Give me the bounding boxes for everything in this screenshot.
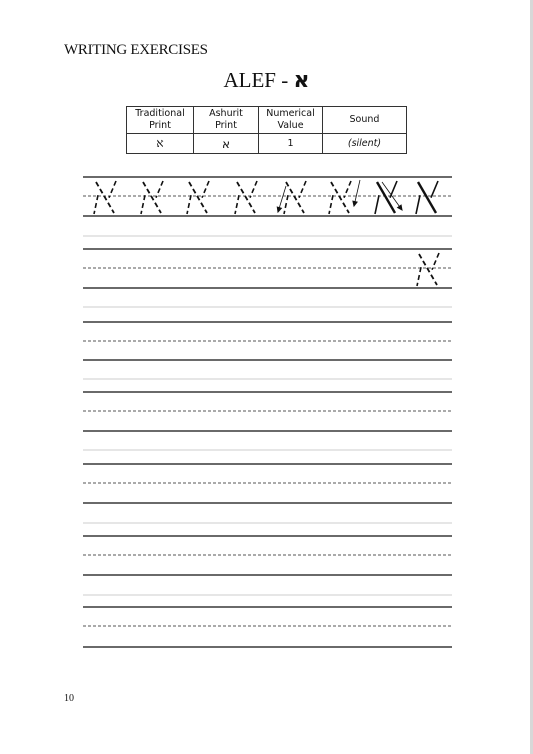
letter-stroke	[416, 195, 420, 214]
letter-stroke	[250, 181, 257, 198]
page-number: 10	[64, 693, 74, 704]
guide-alef	[417, 253, 439, 286]
letter-stroke	[235, 195, 239, 214]
letter-stroke	[143, 182, 161, 213]
traditional-print-cell: א	[127, 134, 194, 154]
letter-stroke	[375, 195, 379, 214]
letter-stroke	[187, 195, 191, 214]
letter-stroke	[156, 181, 163, 198]
letter-stroke	[419, 254, 437, 285]
header-sound-label: Sound	[349, 114, 380, 125]
arrow-head	[398, 205, 402, 210]
letter-stroke	[284, 195, 288, 214]
letter-stroke	[417, 267, 421, 286]
ashurit-print-cell: א	[194, 134, 259, 154]
letter-stroke	[329, 195, 333, 214]
header-traditional-label: Traditional Print	[135, 108, 185, 131]
letter-stroke	[189, 182, 207, 213]
letter-stroke	[141, 195, 145, 214]
letter-stroke	[377, 182, 395, 213]
letter-stroke	[418, 182, 436, 213]
letter-stroke	[237, 182, 255, 213]
letter-stroke	[286, 182, 304, 213]
letter-stroke	[431, 181, 438, 198]
tracing-alef	[141, 181, 163, 214]
tracing-alef	[329, 181, 351, 214]
letter-stroke	[299, 181, 306, 198]
tracing-alef	[284, 181, 306, 214]
letter-name: ALEF -	[223, 68, 294, 92]
practice-lines	[83, 177, 452, 647]
tracing-alef	[187, 181, 209, 214]
letter-stroke	[109, 181, 116, 198]
letter-glyph: א	[293, 68, 310, 93]
numerical-value-cell: 1	[259, 134, 323, 154]
tracing-alef	[375, 181, 397, 214]
tracing-alef	[94, 181, 116, 214]
letter-stroke	[344, 181, 351, 198]
arrow-head	[353, 201, 357, 206]
letter-stroke	[94, 195, 98, 214]
letter-stroke	[96, 182, 114, 213]
tracing-alef	[416, 181, 438, 214]
arrow-head	[277, 207, 281, 212]
letter-stroke	[202, 181, 209, 198]
section-heading: WRITING EXERCISES	[64, 42, 208, 58]
sound-cell: (silent)	[323, 134, 407, 154]
letter-stroke	[331, 182, 349, 213]
letter-stroke	[432, 253, 439, 270]
header-numerical-label: Numerical Value	[266, 108, 315, 131]
header-ashurit-label: Ashurit Print	[209, 108, 243, 131]
tracing-alef	[235, 181, 257, 214]
